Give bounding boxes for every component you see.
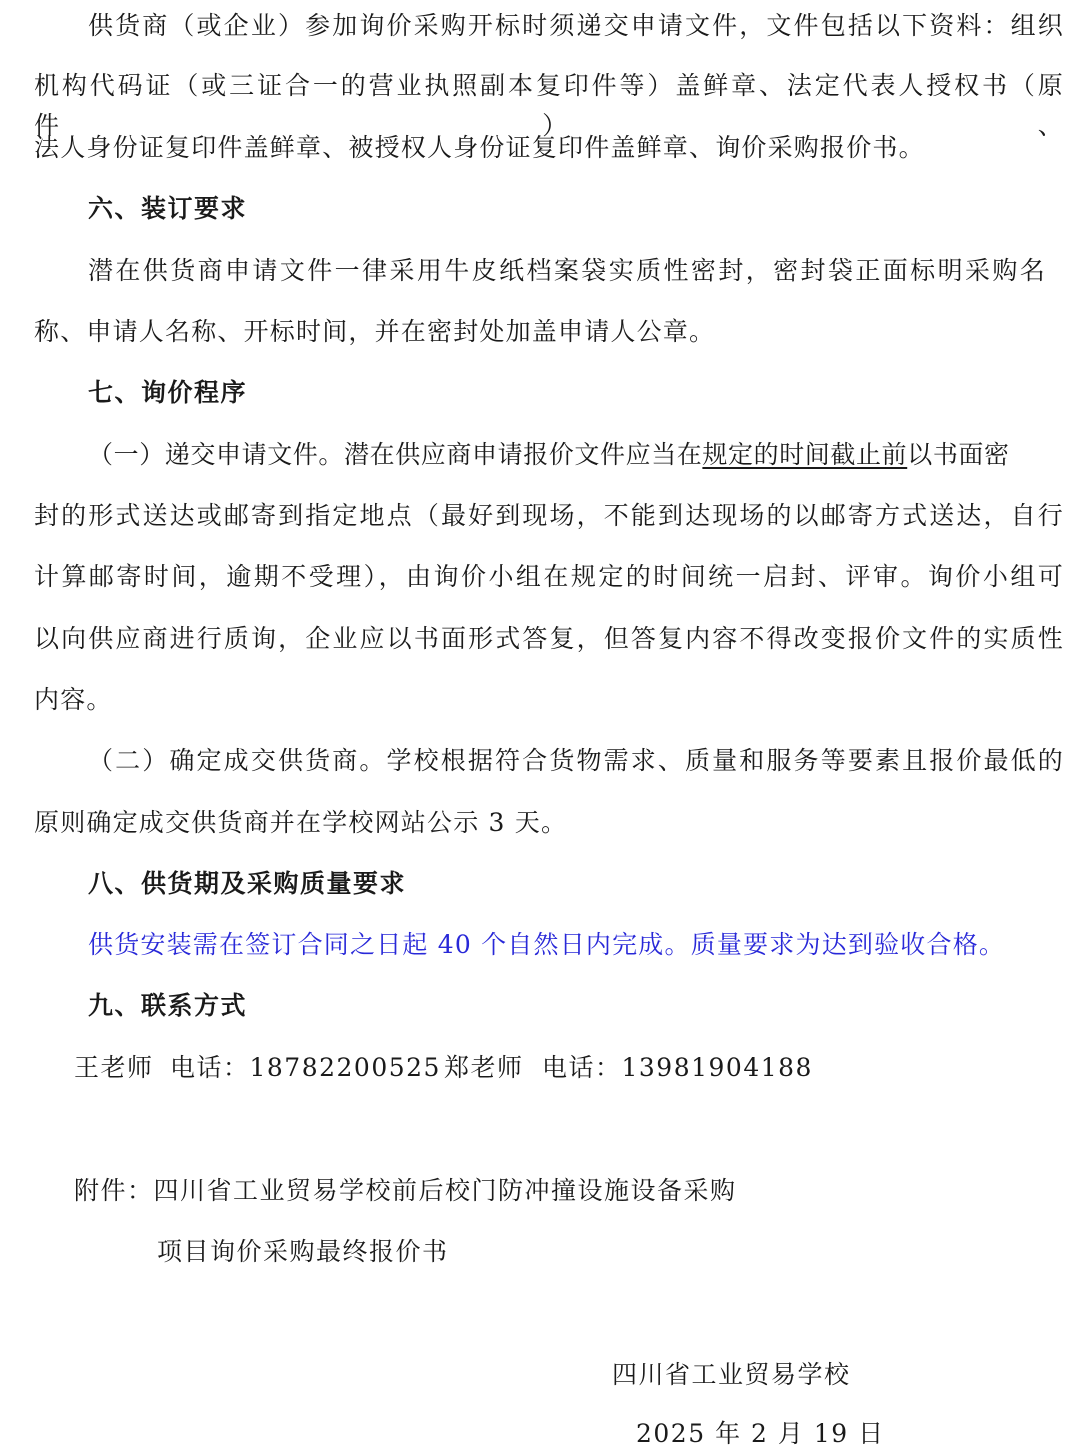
signature-org: 四川省工业贸易学校: [612, 1360, 851, 1389]
attachment-line2: 项目询价采购最终报价书: [157, 1237, 449, 1266]
section7-p1-suffix: 以书面密: [907, 440, 1010, 469]
section9-heading: 九、联系方式: [88, 991, 248, 1020]
section7-heading: 七、询价程序: [88, 378, 248, 407]
deadline-underlined-text: 规定的时间截止前: [702, 440, 908, 469]
section5-line3: 法人身份证复印件盖鲜章、被授权人身份证复印件盖鲜章、询价采购报价书。: [34, 133, 925, 162]
section5-line1: 供货商（或企业）参加询价采购开标时须递交申请文件，文件包括以下资料：组织: [88, 11, 1064, 40]
section8-line1: 供货安装需在签订合同之日起 40 个自然日内完成。质量要求为达到验收合格。: [88, 930, 1006, 959]
section7-p1-line1: [88, 435, 1064, 475]
section7-p1-line5: 内容。: [34, 685, 113, 714]
section7-p1-prefix: （一）递交申请文件。潜在供应商申请报价文件应当在: [88, 440, 703, 469]
section7-p2-line1: （二）确定成交供货商。学校根据符合货物需求、质量和服务等要素且报价最低的: [88, 746, 1064, 775]
contact1-name: 王老师: [74, 1053, 154, 1082]
signature-date: 2025 年 2 月 19 日: [636, 1419, 885, 1448]
section8-heading: 八、供货期及采购质量要求: [88, 869, 407, 898]
contact2-name: 郑老师: [444, 1053, 524, 1082]
section6-heading: 六、装订要求: [88, 194, 248, 223]
section7-p2-line2: 原则确定成交供货商并在学校网站公示 3 天。: [34, 808, 568, 837]
section5-line2: 机构代码证（或三证合一的营业执照副本复印件等）盖鲜章、法定代表人授权书（原件）、: [34, 71, 1064, 140]
section7-p1-line3: 计算邮寄时间，逾期不受理），由询价小组在规定的时间统一启封、评审。询价小组可: [34, 562, 1064, 591]
contact1-phone: 电话：18782200525: [170, 1053, 441, 1082]
section7-p1-line2: 封的形式送达或邮寄到指定地点（最好到现场，不能到达现场的以邮寄方式送达，自行: [34, 501, 1064, 530]
contact2-phone: 电话：13981904188: [542, 1053, 813, 1082]
section6-line1: 潜在供货商申请文件一律采用牛皮纸档案袋实质性密封，密封袋正面标明采购名: [88, 256, 1046, 285]
section7-p1-line4: 以向供应商进行质询，企业应以书面形式答复，但答复内容不得改变报价文件的实质性: [34, 624, 1064, 653]
section6-line2: 称、申请人名称、开标时间，并在密封处加盖申请人公章。: [34, 317, 716, 346]
attachment-line1: 附件：四川省工业贸易学校前后校门防冲撞设施设备采购: [74, 1176, 737, 1205]
